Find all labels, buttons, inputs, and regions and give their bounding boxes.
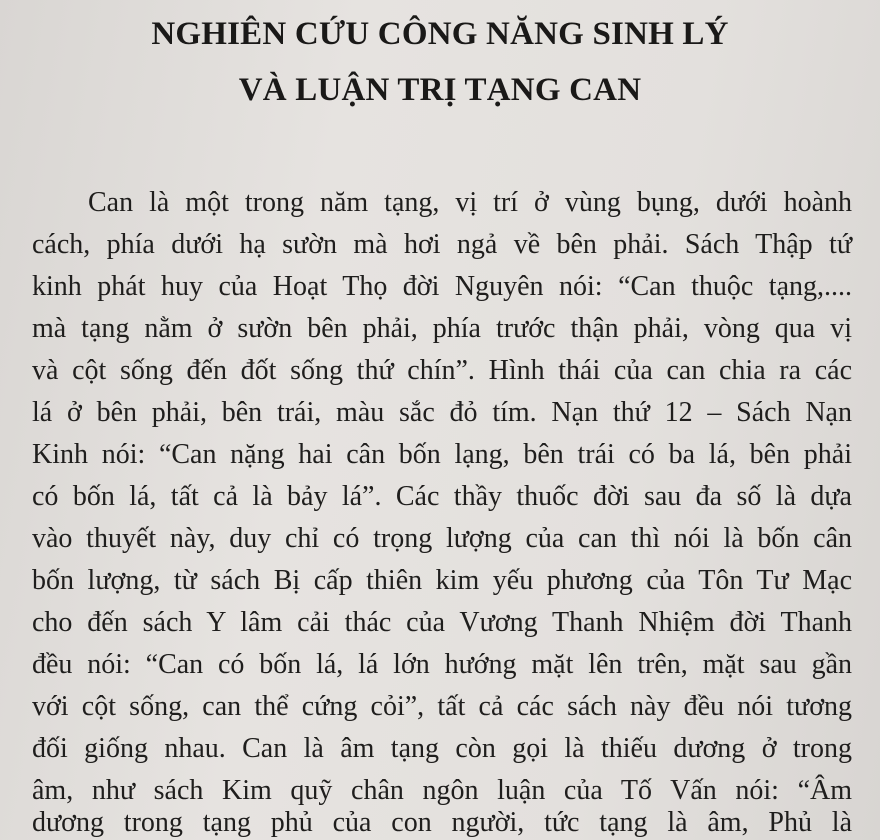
chapter-title-line-1: NGHIÊN CỨU CÔNG NĂNG SINH LÝ xyxy=(151,16,729,52)
paragraph-line: có bốn lá, tất cả là bảy lá”. Các thầy thuốc đời sau đa số là dựa xyxy=(32,481,852,512)
paragraph-line: Kinh nói: “Can nặng hai cân bốn lạng, bên trái có ba lá, bên phải xyxy=(32,439,852,470)
paragraph-line: lá ở bên phải, bên trái, màu sắc đỏ tím. Nạn thứ 12 – Sách Nạn xyxy=(32,397,852,428)
paragraph-line: với cột sống, can thể cứng cỏi”, tất cả các sách này đều nói tương xyxy=(32,691,852,722)
paragraph-line: và cột sống đến đốt sống thứ chín”. Hình thái của can chia ra các xyxy=(32,355,852,386)
paragraph-line: mà tạng nằm ở sườn bên phải, phía trước thận phải, vòng qua vị xyxy=(32,313,852,344)
paragraph-line: cho đến sách Y lâm cải thác của Vương Thanh Nhiệm đời Thanh xyxy=(32,607,852,638)
paragraph-line: đối giống nhau. Can là âm tạng còn gọi là thiếu dương ở trong xyxy=(32,733,852,764)
paragraph-line: âm, như sách Kim quỹ chân ngôn luận của Tố Vấn nói: “Âm xyxy=(32,775,852,806)
paragraph-line: vào thuyết này, duy chỉ có trọng lượng của can thì nói là bốn cân xyxy=(32,523,852,554)
paragraph-line: Can là một trong năm tạng, vị trí ở vùng bụng, dưới hoành xyxy=(88,187,852,218)
paragraph-line: dương trong tạng phủ của con người, tức tạng là âm, Phủ là xyxy=(32,807,852,838)
chapter-title-line-2: VÀ LUẬN TRỊ TẠNG CAN xyxy=(238,72,642,108)
paragraph-line: bốn lượng, từ sách Bị cấp thiên kim yếu phương của Tôn Tư Mạc xyxy=(32,565,852,596)
paragraph-line: cách, phía dưới hạ sườn mà hơi ngả về bên phải. Sách Thập tứ xyxy=(32,229,852,260)
paragraph-line: đều nói: “Can có bốn lá, lá lớn hướng mặt lên trên, mặt sau gần xyxy=(32,649,852,680)
paragraph-line: kinh phát huy của Hoạt Thọ đời Nguyên nói: “Can thuộc tạng,.... xyxy=(32,271,852,302)
